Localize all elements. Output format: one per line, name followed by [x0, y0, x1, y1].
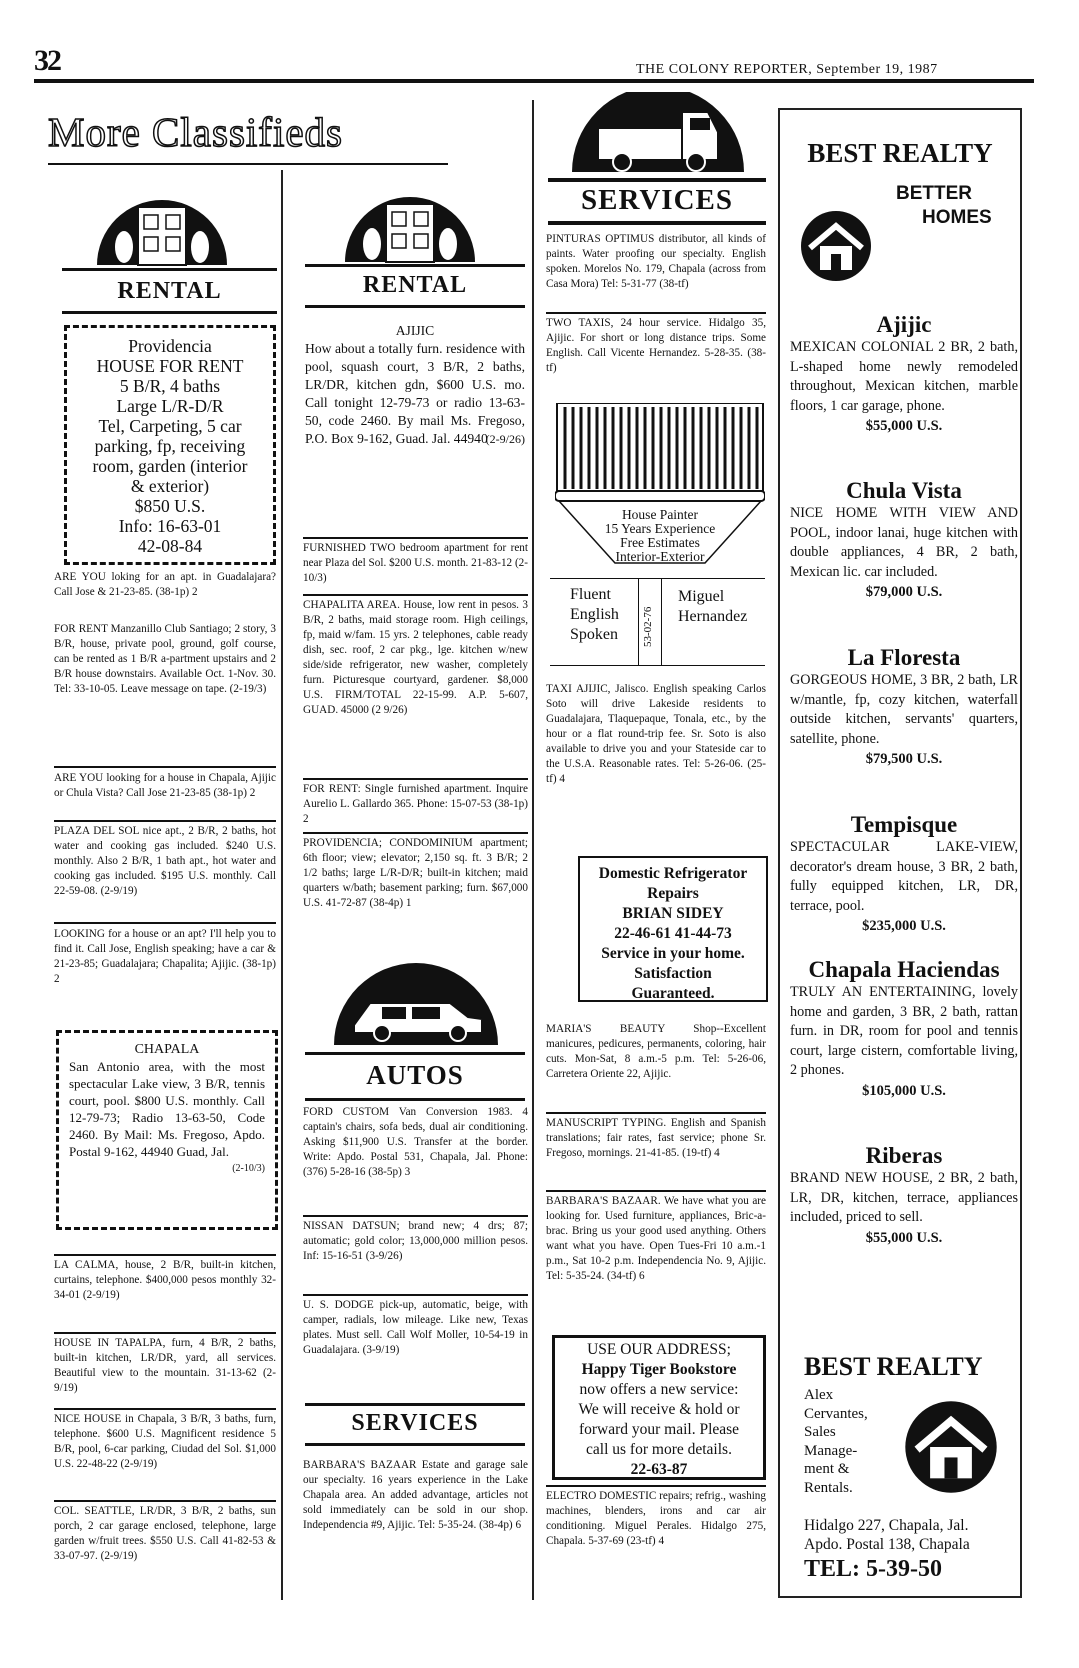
classified-ad: BARBARA'S BAZAAR Estate and garage sale our specialty. 16 years experience in the Lake Chapala area. An added advantage, articles not sold immediately can be sold in our shop. Independencia #9, Ajijic. Tel: 5-35-24. (38-4p) 6: [303, 1459, 528, 1531]
classified-ad: BARBARA'S BAZAAR. We have what you are looking for. Used furniture, appliances, Bric-a-brac. Bring us your good used anything. Others want what you have. Open Tues-Fri 10 a.m.-1 p.m., Sat 10-2 p.m. Independencia No. 9, Ajijic. Tel: 5-35-24. (34-tf) 6: [546, 1195, 766, 1282]
listing-price: $235,000 U.S.: [862, 918, 946, 934]
contact-line: Rentals.: [804, 1479, 853, 1496]
contact-line: Cervantes,: [804, 1405, 868, 1422]
painter-right-line: Miguel: [678, 588, 725, 605]
painter-left-line: English: [570, 606, 619, 623]
painter-right: [678, 587, 747, 627]
chapala-code: (2-10/3): [232, 1163, 265, 1174]
classified-ad: ARE YOU loking for an apt. in Guadalajara? Call Jose & 21-23-85. (38-1p) 2: [54, 571, 276, 598]
painter-left-line: Spoken: [570, 626, 618, 643]
painter-text: [598, 508, 722, 564]
ad-separator: [303, 1215, 528, 1217]
realty-phone: TEL: 5-39-50: [804, 1556, 942, 1582]
painter-line: 15 Years Experience: [604, 521, 716, 536]
address-line: Apdo. Postal 138, Chapala: [804, 1536, 970, 1553]
providencia-line: Providencia: [128, 336, 212, 356]
services2-heading: SERVICES: [351, 1410, 479, 1436]
rental2-rule-bottom: [305, 305, 525, 308]
ajijic-ad: [305, 322, 525, 448]
realty-brand: BEST REALTY: [807, 138, 993, 168]
listing-place: Ajijic: [876, 312, 932, 337]
classified-ad: ELECTRO DOMESTIC repairs; refrig., washing machines, blenders, irons and car air conditioning. Miguel Perales. Hidalgo 275, Chapala. 5-37-69 (23-tf) 4: [546, 1490, 766, 1547]
autos-rule-bottom: [305, 1098, 525, 1101]
ad-separator: [54, 1254, 276, 1256]
address-line: Hidalgo 227, Chapala, Jal.: [804, 1517, 969, 1534]
tiger-line: USE OUR ADDRESS;: [587, 1341, 731, 1358]
ajijic-heading: AJIJIC: [395, 323, 435, 338]
tiger-line: call us for more details.: [586, 1441, 732, 1458]
classified-ad: FOR RENT: Single furnished apartment. Inquire Aurelio L. Gallardo 365. Phone: 15-07-53 (38-1p) 2: [303, 783, 528, 825]
realty-tagline-2: HOMES: [922, 207, 992, 228]
autos-heading: AUTOS: [366, 1060, 464, 1090]
classified-ad: TAXI AJIJIC, Jalisco. English speaking Carlos Soto will drive Lakeside residents to Guadalajara, Tlaquepaque, Tonala, etc., by the hour or a flat round-trip fee. Sr. Soto is also available to drive you and your Stateside car to the U.S.A. Reasonable rates. Tel: 5-26-06. (25-tf) 4: [546, 683, 766, 785]
providencia-line: & exterior): [130, 476, 210, 496]
painter-phone: 53-02-76: [642, 606, 654, 647]
classified-ad: FORD CUSTOM Van Conversion 1983. 4 captain's chairs, sofa beds, dual air conditioning. Asking $11,900 U.S. Transfer at the border. Write: Apdo. Postal 531, Chapala, Jal. Phone: (376) 5-28-16 (38-5p) 3: [303, 1106, 528, 1178]
listing-price: $79,000 U.S.: [865, 584, 943, 600]
classified-ad: PINTURAS OPTIMUS distributor, all kinds of paints. Water proofing our specialty. English spoken. Morelos No. 179, Chapala (across from Casa Mora) Tel: 5-31-77 (38-tf): [546, 233, 766, 290]
chapala-text: San Antonio area, with the most spectacular Lake view, 3 B/R, tennis court, pool. $800 U.S. monthly. Call 12-79-73; Radio 13-63-50, Code 2460. By Mail: Ms. Fregoso, Apdo. Postal 9-162, 44940 Guad, Jal.: [69, 1059, 265, 1159]
classified-ad: FOR RENT Manzanillo Club Santiago; 2 story, 3 B/R, house, private pool, ground, golf course, can be rented as 1 B/R a-partment upstairs and 2 B/R house downstairs. Available Oct. 1-Nov. 30. Tel: 33-10-05. Leave message on tape. (2-19/3): [54, 623, 276, 695]
classified-ad: TWO TAXIS, 24 hour service. Hidalgo 35, Ajijic. For short or long distance trips. Some English. Call Vicente Hernandez. 5-28-35. (38-tf): [546, 317, 766, 374]
tiger-line: now offers a new service:: [579, 1381, 739, 1398]
ad-separator: [54, 1408, 276, 1410]
fridge-line: Repairs: [647, 885, 699, 902]
ad-separator: [54, 820, 276, 822]
classified-ad: NICE HOUSE in Chapala, 3 B/R, 3 baths, furn, telephone. $600 U.S. Magnificent residence 5 B/R, pool, 6-car parking, Ciudad del Sol. $1,000 U.S. 22-48-22 (2-9/19): [54, 1413, 276, 1470]
classified-ad: PLAZA DEL SOL nice apt., 2 B/R, 2 baths, hot water and cooking gas included. $240 U.S. monthly. Also 2 B/R, 1 bath apt., hot water and cooking gas included. $195 U.S. monthly. Call 22-59-08. (2-9/19): [54, 825, 276, 897]
realty-house-icon: [800, 210, 872, 287]
truck-icon: [568, 92, 748, 179]
car-icon: [330, 955, 502, 1052]
providencia-line: HOUSE FOR RENT: [96, 356, 244, 376]
contact-line: Manage-: [804, 1442, 858, 1459]
realty-tagline-1: BETTER: [896, 183, 972, 204]
page-number: 32: [34, 44, 60, 77]
listing-text: SPECTACULAR LAKE-VIEW, decorator's dream house, 3 BR, 2 bath, fully equipped kitchen, LR, DR, terrace, pool.: [790, 839, 1018, 914]
header-rule: [34, 79, 1034, 83]
services-rule-bottom: [548, 221, 766, 225]
painter-line: Free Estimates: [620, 535, 700, 550]
ad-separator: [303, 537, 528, 539]
ad-separator: [546, 1112, 766, 1114]
providencia-line: Large L/R-D/R: [116, 396, 224, 416]
tiger-line: 22-63-87: [630, 1461, 688, 1478]
painter-left-line: Fluent: [570, 586, 611, 603]
fridge-line: Domestic Refrigerator: [598, 865, 748, 882]
listing-text: BRAND NEW HOUSE, 2 BR, 2 bath, LR, DR, kitchen, terrace, appliances included, priced to sell.: [790, 1170, 1018, 1225]
ad-separator: [54, 922, 276, 924]
ajijic-text: How about a totally furn. residence with pool, squash court, 3 B/R, 2 baths, LR/DR, kitchen gdn, $600 U.S. mo. Call tonight 12-79-73 or radio 13-63-50, code 2460. By mail Ms. Fregoso, P.O. Box 9-162, Guad. Jal. 44940: [305, 341, 525, 446]
tiger-line: Happy Tiger Bookstore: [581, 1361, 737, 1378]
listing-place: La Floresta: [847, 645, 961, 670]
fridge-line: Guaranteed.: [631, 985, 715, 1002]
contact-line: ment &: [804, 1461, 850, 1477]
services2-rule-top: [305, 1403, 525, 1406]
chapala-box: [56, 1030, 278, 1230]
ad-separator: [54, 766, 276, 768]
providencia-line: room, garden (interior: [92, 456, 248, 476]
rental-rule-top: [62, 268, 277, 271]
realty-contact: [804, 1386, 868, 1497]
listing-la-floresta: [790, 645, 1018, 768]
classified-ad: ARE YOU looking for a house in Chapala, Ajijic or Chula Vista? Call Jose 21-23-85 (38-1p) 2: [54, 772, 276, 799]
classified-ad: LA CALMA, house, 2 B/R, built-in kitchen, curtains, telephone. $400,000 pesos monthly 32-34-01 (2-9/19): [54, 1259, 276, 1301]
classified-ad: FURNISHED TWO bedroom apartment for rent near Plaza del Sol. $200 U.S. month. 21-83-12 (2-10/3): [303, 542, 528, 584]
ad-separator: [303, 778, 528, 780]
tiger-line: forward your mail. Please: [578, 1421, 740, 1438]
autos-rule-top: [305, 1052, 525, 1055]
fridge-line: 22-46-61 41-44-73: [614, 925, 732, 942]
ad-separator: [54, 1332, 276, 1334]
contact-line: Sales: [804, 1424, 836, 1440]
listing-text: NICE HOME WITH VIEW AND POOL, indoor lanai, huge kitchen with double appliances, 4 BR, 2 bath, Mexican lic. car included.: [790, 505, 1018, 580]
listing-price: $79,500 U.S.: [865, 751, 943, 767]
title-rule: [48, 163, 448, 165]
painter-footer: [550, 578, 765, 666]
rental-house-icon: [92, 195, 232, 272]
rental2-rule-top: [305, 264, 525, 267]
classified-ad: PROVIDENCIA; CONDOMINIUM apartment; 6th floor; view; elevator; 2,150 sq. ft. 3 B/R; 2 1/2 baths; large L/R-D/R; built-in kitchen; maid quarters w/bath; basement parking; furn. $67,000 U.S. 41-72-87 (38-4p) 1: [303, 837, 528, 909]
classified-ad: MARIA'S BEAUTY Shop--Excellent manicures, pedicures, permanents, coloring, hair cuts. Mon-Sat, 8 a.m.-5 p.m. Tel: 5-26-06, Carretera Oriente 22, Ajijic.: [546, 1023, 766, 1080]
realty-footer-brand: BEST REALTY: [804, 1352, 983, 1381]
fridge-repair-box: [578, 856, 768, 1002]
listing-text: TRULY AN ENTERTAINING, lovely home and garden, 3 BR, 2 bath, rattan furn. in DR, room for pool and tennis court, large cistern, comfortable living, 2 phones.: [790, 984, 1018, 1078]
providencia-line: 42-08-84: [137, 536, 203, 556]
painter-line: Interior-Exterior: [615, 549, 705, 564]
ad-separator: [303, 832, 528, 834]
rental-heading: RENTAL: [117, 278, 222, 304]
ad-separator: [303, 594, 528, 596]
realty-house-icon-2: [904, 1400, 998, 1499]
rental2-heading: RENTAL: [362, 272, 468, 298]
painter-line: House Painter: [621, 507, 699, 522]
column-divider-1: [281, 170, 283, 1600]
contact-line: Alex: [804, 1387, 834, 1403]
listing-chula-vista: [790, 478, 1018, 601]
fridge-line: Service in your home.: [601, 945, 745, 962]
listing-riberas: [790, 1143, 1018, 1247]
page-title: More Classifieds: [48, 109, 343, 155]
painter-left: [570, 585, 619, 645]
ad-separator: [546, 312, 766, 314]
classified-ad: LOOKING for a house or an apt? I'll help you to find it. Call Jose, English speaking; have a car & 21-23-85; Guadalajara; Chapalita; Ajijic. (38-1p) 2: [54, 928, 276, 985]
providencia-line: 5 B/R, 4 baths: [119, 376, 221, 396]
listing-place: Chapala Haciendas: [808, 957, 1000, 982]
providencia-line: parking, fp, receiving: [94, 436, 246, 456]
classified-ad: MANUSCRIPT TYPING. English and Spanish translations; fair rates, fast service; phone Sr. Fregoso, mornings. 21-41-85. (19-tf) 4: [546, 1117, 766, 1159]
providencia-box: [64, 325, 276, 565]
providencia-line: Tel, Carpeting, 5 car: [98, 416, 242, 436]
listing-tempisque: [790, 812, 1018, 935]
listing-chapala-haciendas: [790, 957, 1018, 1100]
classified-ad: HOUSE IN TAPALPA, furn, 4 B/R, 2 baths, built-in kitchen, LR/DR, yard, all services. Beautiful view to the mountain. 31-13-62 (2-9/19): [54, 1337, 276, 1394]
classified-ad: COL. SEATTLE, LR/DR, 3 B/R, 2 baths, sun porch, 2 car garage enclosed, telephone, large garden w/fruit trees. $550 U.S. Call 41-82-53 & 33-07-97. (2-9/19): [54, 1505, 276, 1562]
rental-house-icon-2: [340, 192, 480, 269]
listing-ajijic: [790, 312, 1018, 435]
services-heading: SERVICES: [580, 184, 734, 216]
listing-price: $55,000 U.S.: [865, 418, 943, 434]
classified-ad: NISSAN DATSUN; brand new; 4 drs; 87; automatic; gold color; 13,000,000 million pesos. Inf: 15-16-51 (3-9/26): [303, 1220, 528, 1262]
listing-text: GORGEOUS HOME, 3 BR, 2 bath, LR w/mantle, fp, cozy kitchen, waterfall outside kitchen, servants' quarters, satellite, phone.: [790, 672, 1018, 747]
tiger-line: We will receive & hold or: [578, 1401, 740, 1418]
services-rule-top: [548, 178, 766, 182]
listing-price: $55,000 U.S.: [865, 1229, 943, 1246]
column-divider-2: [532, 100, 534, 1600]
ad-separator: [546, 1190, 766, 1192]
classified-ad: CHAPALITA AREA. House, low rent in pesos. 3 B/R, 2 baths, maid storage room. High ceilings, fp, maid w/fam. 15 yrs. 2 telephones, cable ready dish, sec. roof, 2 car pkg., lge. kitchen w/new side/side refrigerator, new washer, completely furn. Picturesque courtyard, gardener. $8,000 U.S. FIRM/TOTAL 22-15-99. A.P. 5-607, GUAD. 45000 (2 9/26): [303, 599, 528, 716]
ajijic-code: (2-9/26): [485, 432, 525, 446]
fridge-line: BRIAN SIDEY: [622, 905, 724, 922]
painter-phone-box: [638, 579, 662, 665]
services2-rule-bottom: [305, 1443, 525, 1446]
ad-separator: [54, 1500, 276, 1502]
ad-separator: [546, 1485, 766, 1487]
realty-address: [804, 1516, 970, 1554]
providencia-line: $850 U.S.: [134, 496, 206, 516]
ad-separator: [303, 1294, 528, 1296]
rental-rule-bottom: [62, 311, 277, 314]
listing-text: MEXICAN COLONIAL 2 BR, 2 bath, L-shaped home newly remodeled throughout, Mexican kitchen, marble floors, 1 car garage, phone.: [790, 339, 1018, 414]
listing-place: Tempisque: [850, 812, 958, 837]
listing-place: Riberas: [865, 1143, 943, 1168]
fridge-line: Satisfaction: [634, 965, 712, 982]
classified-ad: U. S. DODGE pick-up, automatic, beige, with camper, radials, low mileage. Like new, Texas plates. Must sell. Call Wolf Moller, 10-54-19 in Guadalajara. (3-9/19): [303, 1299, 528, 1356]
listing-price: $105,000 U.S.: [862, 1082, 946, 1099]
providencia-line: Info: 16-63-01: [118, 516, 222, 536]
newspaper-header: THE COLONY REPORTER, September 19, 1987: [636, 62, 938, 77]
painter-right-line: Hernandez: [678, 608, 748, 625]
chapala-heading: CHAPALA: [134, 1042, 200, 1057]
listing-place: Chula Vista: [846, 478, 962, 503]
tiger-bookstore-box: [552, 1335, 766, 1480]
